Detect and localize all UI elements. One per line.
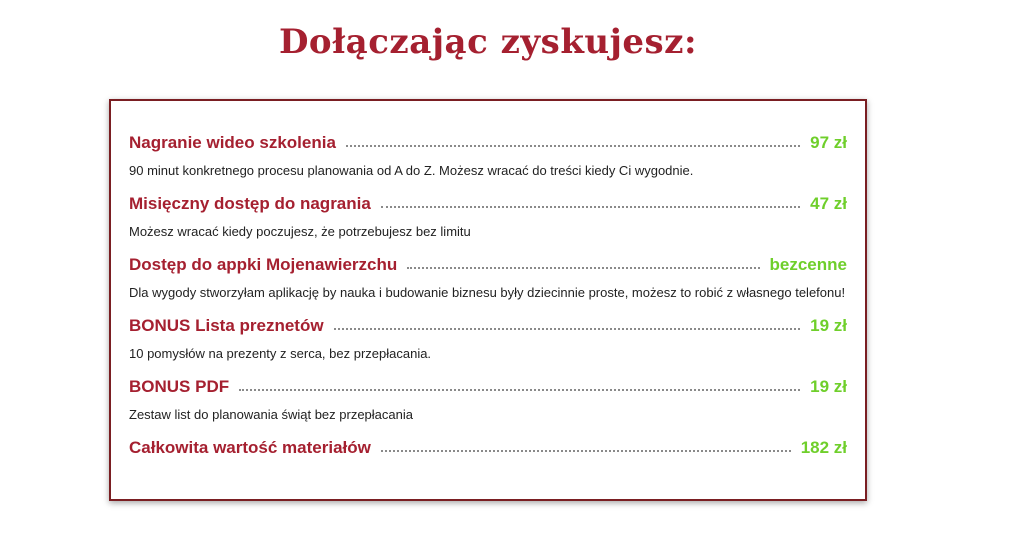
offer-item-price: 47 zł bbox=[810, 194, 847, 213]
offer-total-header bbox=[129, 435, 847, 459]
offer-item-header bbox=[129, 374, 847, 398]
offer-item-header bbox=[129, 252, 847, 276]
offer-item-price: bezcenne bbox=[769, 255, 847, 274]
offer-item-bonus-pdf bbox=[129, 374, 847, 435]
dotted-leader bbox=[346, 145, 800, 147]
offer-item-video bbox=[129, 130, 847, 191]
offer-item-title: Misięczny dostęp do nagrania bbox=[129, 194, 371, 213]
offer-item-recording-access bbox=[129, 191, 847, 252]
offer-item-description: 10 pomysłów na prezenty z serca, bez przepłacania. bbox=[129, 346, 432, 361]
offer-item-app-access bbox=[129, 252, 847, 313]
offer-item-description: Możesz wracać kiedy poczujesz, że potrzebujesz bez limitu bbox=[129, 224, 471, 239]
offer-item-description: Zestaw list do planowania świąt bez przepłacania bbox=[129, 407, 413, 422]
dotted-leader bbox=[334, 328, 801, 330]
offer-total bbox=[129, 435, 847, 496]
offer-item-header bbox=[129, 313, 847, 337]
dotted-leader bbox=[239, 389, 800, 391]
dotted-leader bbox=[381, 206, 800, 208]
offer-item-description: 90 minut konkretnego procesu planowania od A do Z. Możesz wracać do treści kiedy Ci wygodnie. bbox=[129, 163, 694, 178]
offer-item-title: Nagranie wideo szkolenia bbox=[129, 133, 336, 152]
dotted-leader bbox=[407, 267, 759, 269]
offer-list bbox=[129, 130, 847, 496]
offer-item-description: Dla wygody stworzyłam aplikację by nauka i budowanie biznesu były dziecinnie proste, możesz to robić z własnego telefonu! bbox=[129, 285, 846, 300]
offer-item-title: BONUS Lista preznetów bbox=[129, 316, 324, 335]
offer-total-title: Całkowita wartość materiałów bbox=[129, 438, 371, 457]
offer-item-header bbox=[129, 130, 847, 154]
offer-item-price: 19 zł bbox=[810, 316, 847, 335]
offer-item-title: Dostęp do appki Mojenawierzchu bbox=[129, 255, 398, 274]
offer-item-title: BONUS PDF bbox=[129, 377, 230, 396]
page-title: Dołączając zyskujesz: bbox=[278, 22, 698, 62]
offer-item-header bbox=[129, 191, 847, 215]
offer-item-price: 19 zł bbox=[810, 377, 847, 396]
offer-total-price: 182 zł bbox=[800, 438, 847, 457]
offer-item-bonus-gift-list bbox=[129, 313, 847, 374]
offer-item-price: 97 zł bbox=[810, 133, 847, 152]
dotted-leader bbox=[381, 450, 791, 452]
offer-box bbox=[109, 99, 867, 501]
